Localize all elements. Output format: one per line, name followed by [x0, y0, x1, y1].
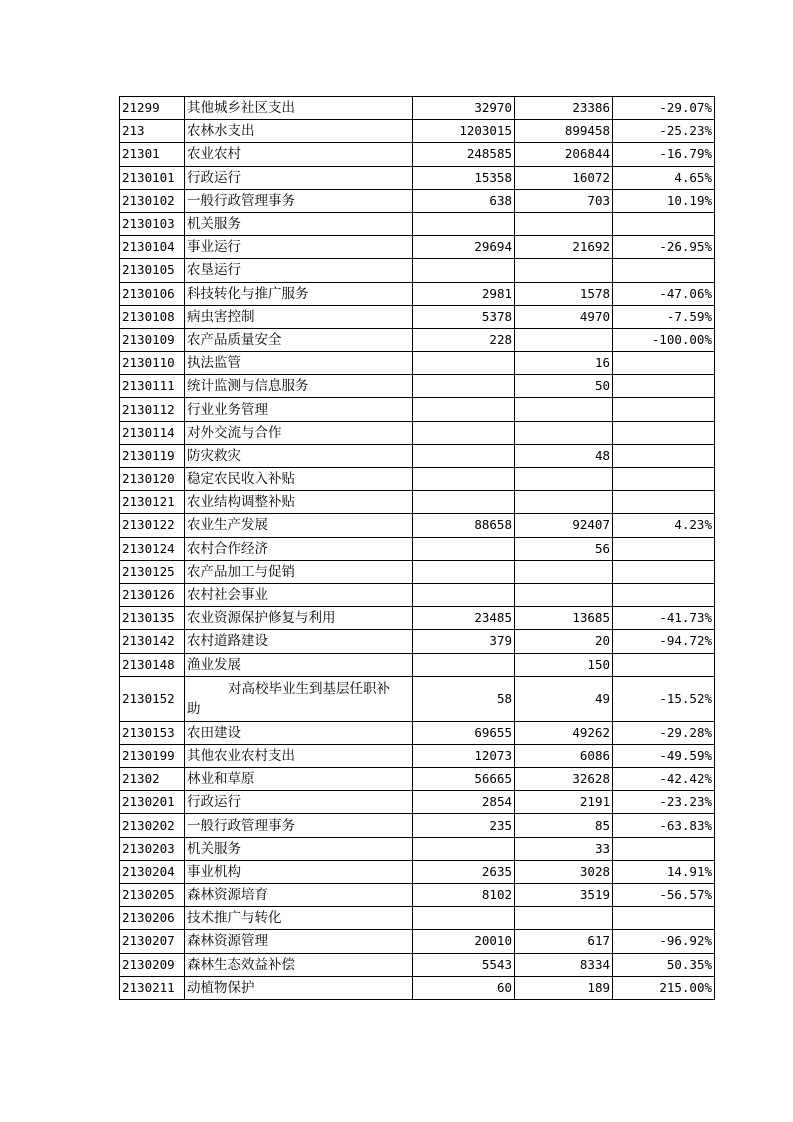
subject-name-cell: 稳定农民收入补贴 [185, 468, 413, 491]
prior-year-amount-cell: 2854 [413, 791, 515, 814]
prior-year-amount-cell: 248585 [413, 143, 515, 166]
subject-name-cell: 农垦运行 [185, 259, 413, 282]
subject-name-cell: 渔业发展 [185, 653, 413, 676]
current-year-amount-cell: 33 [515, 837, 613, 860]
prior-year-amount-cell: 228 [413, 328, 515, 351]
subject-name-line1: 对高校毕业生到基层任职补 [228, 680, 390, 697]
prior-year-amount-cell [413, 907, 515, 930]
prior-year-amount-cell: 235 [413, 814, 515, 837]
current-year-amount-cell: 85 [515, 814, 613, 837]
table-row [120, 468, 715, 491]
subject-code-cell: 2130125 [120, 560, 185, 583]
table-row [120, 721, 715, 744]
change-percent-cell: -94.72% [613, 630, 715, 653]
prior-year-amount-cell [413, 837, 515, 860]
table-row [120, 166, 715, 189]
subject-code-cell: 2130199 [120, 744, 185, 767]
current-year-amount-cell: 50 [515, 375, 613, 398]
prior-year-amount-cell [413, 398, 515, 421]
subject-code-cell: 2130106 [120, 282, 185, 305]
change-percent-cell [613, 583, 715, 606]
change-percent-cell: -100.00% [613, 328, 715, 351]
prior-year-amount-cell: 8102 [413, 884, 515, 907]
subject-code-cell: 2130153 [120, 721, 185, 744]
current-year-amount-cell: 48 [515, 444, 613, 467]
table-row [120, 212, 715, 235]
change-percent-cell: 4.65% [613, 166, 715, 189]
current-year-amount-cell: 92407 [515, 514, 613, 537]
subject-code-cell: 2130142 [120, 630, 185, 653]
current-year-amount-cell: 703 [515, 189, 613, 212]
prior-year-amount-cell: 1203015 [413, 120, 515, 143]
table-row [120, 676, 715, 721]
prior-year-amount-cell [413, 583, 515, 606]
subject-code-cell: 2130111 [120, 375, 185, 398]
subject-code-cell: 2130121 [120, 491, 185, 514]
table-row [120, 143, 715, 166]
subject-name-cell: 其他城乡社区支出 [185, 97, 413, 120]
change-percent-cell: -29.07% [613, 97, 715, 120]
change-percent-cell [613, 398, 715, 421]
current-year-amount-cell [515, 212, 613, 235]
subject-name-cell: 林业和草原 [185, 768, 413, 791]
prior-year-amount-cell: 2635 [413, 860, 515, 883]
table-row [120, 860, 715, 883]
table-row [120, 837, 715, 860]
subject-name-cell: 森林资源管理 [185, 930, 413, 953]
subject-name-cell: 农村社会事业 [185, 583, 413, 606]
prior-year-amount-cell [413, 259, 515, 282]
change-percent-cell [613, 212, 715, 235]
table-row [120, 236, 715, 259]
current-year-amount-cell: 49 [515, 676, 613, 721]
prior-year-amount-cell [413, 653, 515, 676]
prior-year-amount-cell: 20010 [413, 930, 515, 953]
prior-year-amount-cell: 15358 [413, 166, 515, 189]
budget-table-body [120, 97, 715, 1000]
prior-year-amount-cell: 12073 [413, 744, 515, 767]
subject-code-cell: 2130122 [120, 514, 185, 537]
current-year-amount-cell: 150 [515, 653, 613, 676]
change-percent-cell: 215.00% [613, 976, 715, 999]
current-year-amount-cell [515, 907, 613, 930]
subject-code-cell: 2130105 [120, 259, 185, 282]
subject-code-cell: 2130202 [120, 814, 185, 837]
subject-name-cell: 农业资源保护修复与利用 [185, 607, 413, 630]
change-percent-cell [613, 491, 715, 514]
current-year-amount-cell: 32628 [515, 768, 613, 791]
change-percent-cell [613, 837, 715, 860]
subject-name-cell: 农业农村 [185, 143, 413, 166]
prior-year-amount-cell: 69655 [413, 721, 515, 744]
subject-name-cell: 农业生产发展 [185, 514, 413, 537]
table-row [120, 953, 715, 976]
change-percent-cell [613, 537, 715, 560]
prior-year-amount-cell [413, 375, 515, 398]
subject-name-cell: 农林水支出 [185, 120, 413, 143]
current-year-amount-cell: 49262 [515, 721, 613, 744]
prior-year-amount-cell [413, 537, 515, 560]
change-percent-cell [613, 653, 715, 676]
current-year-amount-cell: 189 [515, 976, 613, 999]
current-year-amount-cell: 6086 [515, 744, 613, 767]
current-year-amount-cell: 206844 [515, 143, 613, 166]
subject-name-cell: 农村合作经济 [185, 537, 413, 560]
change-percent-cell: -47.06% [613, 282, 715, 305]
prior-year-amount-cell [413, 491, 515, 514]
subject-name-cell: 机关服务 [185, 212, 413, 235]
subject-code-cell: 2130101 [120, 166, 185, 189]
subject-name-line2: 助 [187, 700, 201, 717]
subject-code-cell: 2130203 [120, 837, 185, 860]
change-percent-cell [613, 560, 715, 583]
prior-year-amount-cell: 23485 [413, 607, 515, 630]
subject-name-cell: 农村道路建设 [185, 630, 413, 653]
table-row [120, 282, 715, 305]
subject-code-cell: 21302 [120, 768, 185, 791]
current-year-amount-cell: 20 [515, 630, 613, 653]
table-row [120, 583, 715, 606]
subject-code-cell: 2130148 [120, 653, 185, 676]
subject-code-cell: 2130124 [120, 537, 185, 560]
subject-code-cell: 2130206 [120, 907, 185, 930]
subject-code-cell: 2130119 [120, 444, 185, 467]
subject-name-cell: 森林资源培育 [185, 884, 413, 907]
table-row [120, 976, 715, 999]
current-year-amount-cell [515, 583, 613, 606]
prior-year-amount-cell: 5378 [413, 305, 515, 328]
subject-name-cell: 事业机构 [185, 860, 413, 883]
table-row [120, 514, 715, 537]
prior-year-amount-cell [413, 352, 515, 375]
subject-name-cell: 执法监管 [185, 352, 413, 375]
subject-code-cell: 2130152 [120, 676, 185, 721]
current-year-amount-cell: 16 [515, 352, 613, 375]
table-row [120, 120, 715, 143]
change-percent-cell [613, 352, 715, 375]
change-percent-cell: 10.19% [613, 189, 715, 212]
subject-code-cell: 2130211 [120, 976, 185, 999]
change-percent-cell [613, 259, 715, 282]
current-year-amount-cell: 16072 [515, 166, 613, 189]
subject-name-cell: 其他农业农村支出 [185, 744, 413, 767]
subject-name-cell: 行政运行 [185, 166, 413, 189]
change-percent-cell [613, 907, 715, 930]
change-percent-cell [613, 375, 715, 398]
change-percent-cell: -56.57% [613, 884, 715, 907]
table-row [120, 421, 715, 444]
subject-code-cell: 2130112 [120, 398, 185, 421]
prior-year-amount-cell: 32970 [413, 97, 515, 120]
subject-code-cell: 2130104 [120, 236, 185, 259]
subject-code-cell: 21299 [120, 97, 185, 120]
current-year-amount-cell: 56 [515, 537, 613, 560]
change-percent-cell: 14.91% [613, 860, 715, 883]
table-row [120, 444, 715, 467]
table-row [120, 491, 715, 514]
prior-year-amount-cell [413, 468, 515, 491]
change-percent-cell: -15.52% [613, 676, 715, 721]
subject-code-cell: 2130108 [120, 305, 185, 328]
current-year-amount-cell: 8334 [515, 953, 613, 976]
table-row [120, 375, 715, 398]
table-row [120, 352, 715, 375]
subject-name-cell: 行业业务管理 [185, 398, 413, 421]
prior-year-amount-cell: 56665 [413, 768, 515, 791]
table-row [120, 398, 715, 421]
table-row [120, 537, 715, 560]
table-row [120, 930, 715, 953]
current-year-amount-cell [515, 398, 613, 421]
subject-name-cell: 事业运行 [185, 236, 413, 259]
prior-year-amount-cell: 5543 [413, 953, 515, 976]
current-year-amount-cell: 617 [515, 930, 613, 953]
table-row [120, 744, 715, 767]
subject-name-cell: 农产品加工与促销 [185, 560, 413, 583]
change-percent-cell: -41.73% [613, 607, 715, 630]
subject-code-cell: 2130120 [120, 468, 185, 491]
subject-name-cell: 行政运行 [185, 791, 413, 814]
table-row [120, 259, 715, 282]
subject-name-cell: 农产品质量安全 [185, 328, 413, 351]
subject-name-cell [185, 676, 413, 721]
subject-code-cell: 2130114 [120, 421, 185, 444]
subject-code-cell: 21301 [120, 143, 185, 166]
current-year-amount-cell [515, 468, 613, 491]
prior-year-amount-cell [413, 421, 515, 444]
change-percent-cell: 50.35% [613, 953, 715, 976]
subject-name-cell: 动植物保护 [185, 976, 413, 999]
current-year-amount-cell: 899458 [515, 120, 613, 143]
subject-code-cell: 2130205 [120, 884, 185, 907]
subject-name-cell: 农田建设 [185, 721, 413, 744]
table-row [120, 328, 715, 351]
current-year-amount-cell: 21692 [515, 236, 613, 259]
prior-year-amount-cell: 88658 [413, 514, 515, 537]
prior-year-amount-cell [413, 444, 515, 467]
change-percent-cell: -7.59% [613, 305, 715, 328]
table-row [120, 653, 715, 676]
subject-name-cell: 一般行政管理事务 [185, 814, 413, 837]
current-year-amount-cell: 23386 [515, 97, 613, 120]
change-percent-cell: -63.83% [613, 814, 715, 837]
subject-name-cell: 森林生态效益补偿 [185, 953, 413, 976]
subject-code-cell: 2130110 [120, 352, 185, 375]
subject-name-cell: 机关服务 [185, 837, 413, 860]
prior-year-amount-cell [413, 560, 515, 583]
subject-name-cell: 农业结构调整补贴 [185, 491, 413, 514]
subject-code-cell: 2130126 [120, 583, 185, 606]
subject-name-wrapped [187, 679, 410, 719]
change-percent-cell: -26.95% [613, 236, 715, 259]
subject-code-cell: 2130102 [120, 189, 185, 212]
current-year-amount-cell: 1578 [515, 282, 613, 305]
prior-year-amount-cell: 29694 [413, 236, 515, 259]
subject-code-cell: 2130109 [120, 328, 185, 351]
change-percent-cell: -23.23% [613, 791, 715, 814]
subject-code-cell: 2130201 [120, 791, 185, 814]
table-row [120, 907, 715, 930]
current-year-amount-cell [515, 560, 613, 583]
table-row [120, 768, 715, 791]
prior-year-amount-cell: 379 [413, 630, 515, 653]
current-year-amount-cell: 3519 [515, 884, 613, 907]
subject-name-cell: 技术推广与转化 [185, 907, 413, 930]
prior-year-amount-cell: 60 [413, 976, 515, 999]
change-percent-cell [613, 468, 715, 491]
table-row [120, 560, 715, 583]
budget-table [119, 96, 715, 1000]
subject-name-cell: 统计监测与信息服务 [185, 375, 413, 398]
subject-name-cell: 病虫害控制 [185, 305, 413, 328]
subject-code-cell: 2130207 [120, 930, 185, 953]
table-row [120, 630, 715, 653]
change-percent-cell: -16.79% [613, 143, 715, 166]
subject-code-cell: 2130209 [120, 953, 185, 976]
change-percent-cell: -96.92% [613, 930, 715, 953]
table-row [120, 305, 715, 328]
change-percent-cell: -42.42% [613, 768, 715, 791]
current-year-amount-cell: 4970 [515, 305, 613, 328]
table-row [120, 97, 715, 120]
prior-year-amount-cell: 58 [413, 676, 515, 721]
change-percent-cell: -49.59% [613, 744, 715, 767]
table-row [120, 884, 715, 907]
prior-year-amount-cell [413, 212, 515, 235]
current-year-amount-cell: 3028 [515, 860, 613, 883]
table-row [120, 814, 715, 837]
subject-code-cell: 2130204 [120, 860, 185, 883]
prior-year-amount-cell: 638 [413, 189, 515, 212]
subject-code-cell: 2130135 [120, 607, 185, 630]
prior-year-amount-cell: 2981 [413, 282, 515, 305]
table-row [120, 791, 715, 814]
subject-code-cell: 2130103 [120, 212, 185, 235]
subject-name-cell: 一般行政管理事务 [185, 189, 413, 212]
subject-name-cell: 对外交流与合作 [185, 421, 413, 444]
subject-name-cell: 科技转化与推广服务 [185, 282, 413, 305]
current-year-amount-cell [515, 421, 613, 444]
current-year-amount-cell [515, 491, 613, 514]
change-percent-cell: 4.23% [613, 514, 715, 537]
current-year-amount-cell [515, 259, 613, 282]
table-row [120, 189, 715, 212]
change-percent-cell: -25.23% [613, 120, 715, 143]
change-percent-cell [613, 444, 715, 467]
change-percent-cell [613, 421, 715, 444]
subject-code-cell: 213 [120, 120, 185, 143]
current-year-amount-cell: 13685 [515, 607, 613, 630]
current-year-amount-cell: 2191 [515, 791, 613, 814]
change-percent-cell: -29.28% [613, 721, 715, 744]
subject-name-cell: 防灾救灾 [185, 444, 413, 467]
current-year-amount-cell [515, 328, 613, 351]
table-row [120, 607, 715, 630]
